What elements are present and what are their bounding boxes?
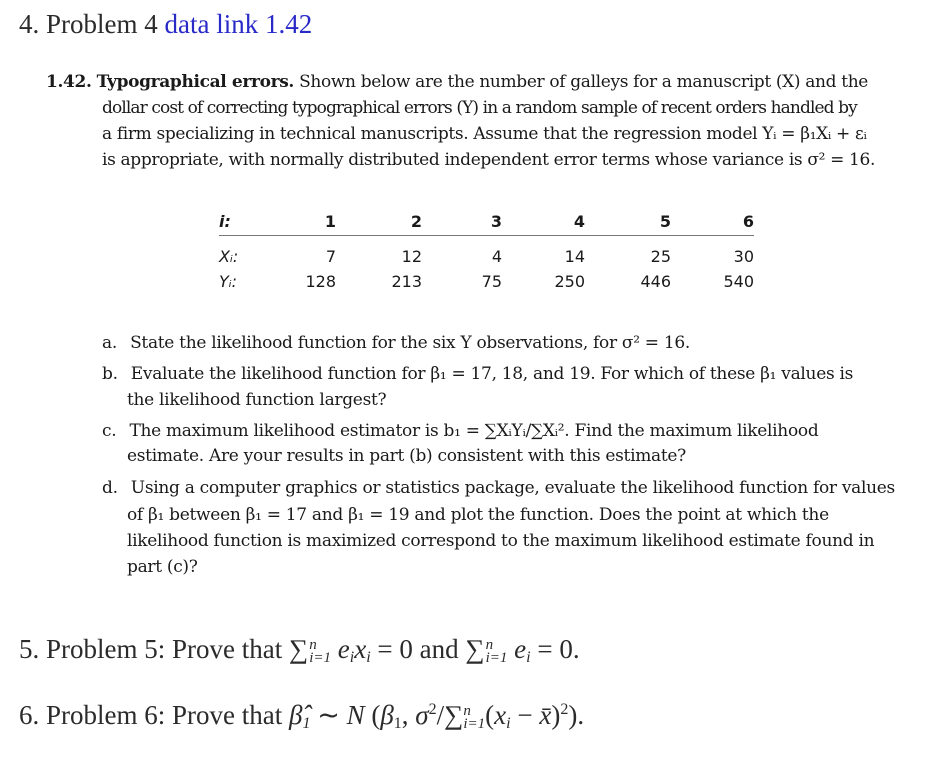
col-5: 5 [659,212,671,231]
data-link[interactable]: data link 1.42 [164,9,313,39]
equals-zero-and: = 0 and [377,634,459,664]
e-var: e [337,634,350,664]
part-c [102,421,818,441]
table-cell: 25 [650,247,671,266]
equals-zero-end: = 0. [537,634,580,664]
table-row-index [219,208,754,236]
part-d [102,478,895,498]
col-3: 3 [490,212,502,231]
table-cell: 250 [554,272,585,291]
part-c-label: c. [102,421,117,441]
normal-args: (β1, $\sigma^2/\sum$ n i=1 (xi − x̄)$^2$) [371,700,578,732]
row-label-i: i: [219,212,231,231]
part-b [102,364,853,384]
part-d-text-1: Using a computer graphics or statistics package, evaluate the likelihood function for values [130,478,895,498]
x-var: x [354,634,367,664]
problem-4-prefix: 4. Problem 4 [19,9,158,39]
problem-5-text: 5. Problem 5: Prove that [19,634,283,664]
col-4: 4 [573,212,585,231]
problem-line-3: a firm specializing in technical manuscripts. Assume that the regression model Yᵢ = β₁Xᵢ + εᵢ [102,124,867,144]
problem-line-1-rest: Shown below are the number of galleys for a manuscript (X) and the [299,72,868,92]
part-a-label: a. [102,333,117,353]
sum-lower: i=1 [309,649,332,666]
part-b-text-2: the likelihood function largest? [127,390,387,410]
problem-title: Typographical errors. [96,72,294,92]
normal-N: N [346,700,365,730]
problem-line-1 [46,72,868,92]
col-6: 6 [742,212,754,231]
table-cell: 540 [723,272,754,291]
table-row-y [219,269,754,294]
col-2: 2 [410,212,422,231]
col-1: 1 [324,212,336,231]
table-cell: 7 [325,247,336,266]
problem-5-heading [19,634,580,667]
sum-symbol: ∑ [288,634,309,664]
table-cell: 14 [564,247,585,266]
sum-upper: n [309,636,317,653]
table-row-x [219,244,754,269]
part-b-text-1: Evaluate the likelihood function for β₁ = 17, 18, and 19. For which of these β₁ values is [130,364,854,384]
table-cell: 75 [481,272,502,291]
summation-1: ∑ n i=1 eixi [288,634,371,666]
data-table [219,208,754,294]
table-cell: 12 [401,247,422,266]
summation-2: ∑ n i=1 ei [465,634,531,666]
part-d-text-4: part (c)? [127,557,198,577]
table-cell: 30 [733,247,754,266]
row-label-y: Yᵢ: [219,272,238,291]
problem-6-text: 6. Problem 6: Prove that [19,700,283,730]
table-cell: 128 [305,272,336,291]
problem-number: 1.42. [46,72,92,92]
part-b-label: b. [102,364,118,384]
problem-line-4: is appropriate, with normally distributed independent error terms whose variance is σ² = 16. [102,150,876,170]
part-d-label: d. [102,478,118,498]
part-c-text-1: The maximum likelihood estimator is b₁ = ∑XᵢYᵢ/∑Xᵢ². Find the maximum likelihood [129,421,819,441]
period: . [577,700,585,730]
row-label-x: Xᵢ: [219,247,239,266]
table-cell: 4 [491,247,502,266]
table-cell: 446 [640,272,671,291]
problem-line-2: dollar cost of correcting typographical errors (Y) in a random sample of recent orders handled by [102,98,857,118]
part-a-text: State the likelihood function for the six Y observations, for σ² = 16. [130,333,690,353]
part-a [102,333,690,353]
problem-4-heading [19,9,312,40]
table-cell: 213 [391,272,422,291]
part-d-text-2: of β₁ between β₁ = 17 and β₁ = 19 and plot the function. Does the point at which the [127,505,829,525]
part-d-text-3: likelihood function is maximized correspond to the maximum likelihood estimate found in [127,531,875,551]
beta-hat: β̂1 [288,700,311,732]
tilde-symbol: ∼ [317,700,340,730]
part-c-text-2: estimate. Are your results in part (b) consistent with this estimate? [127,446,686,466]
problem-6-heading [19,700,584,733]
